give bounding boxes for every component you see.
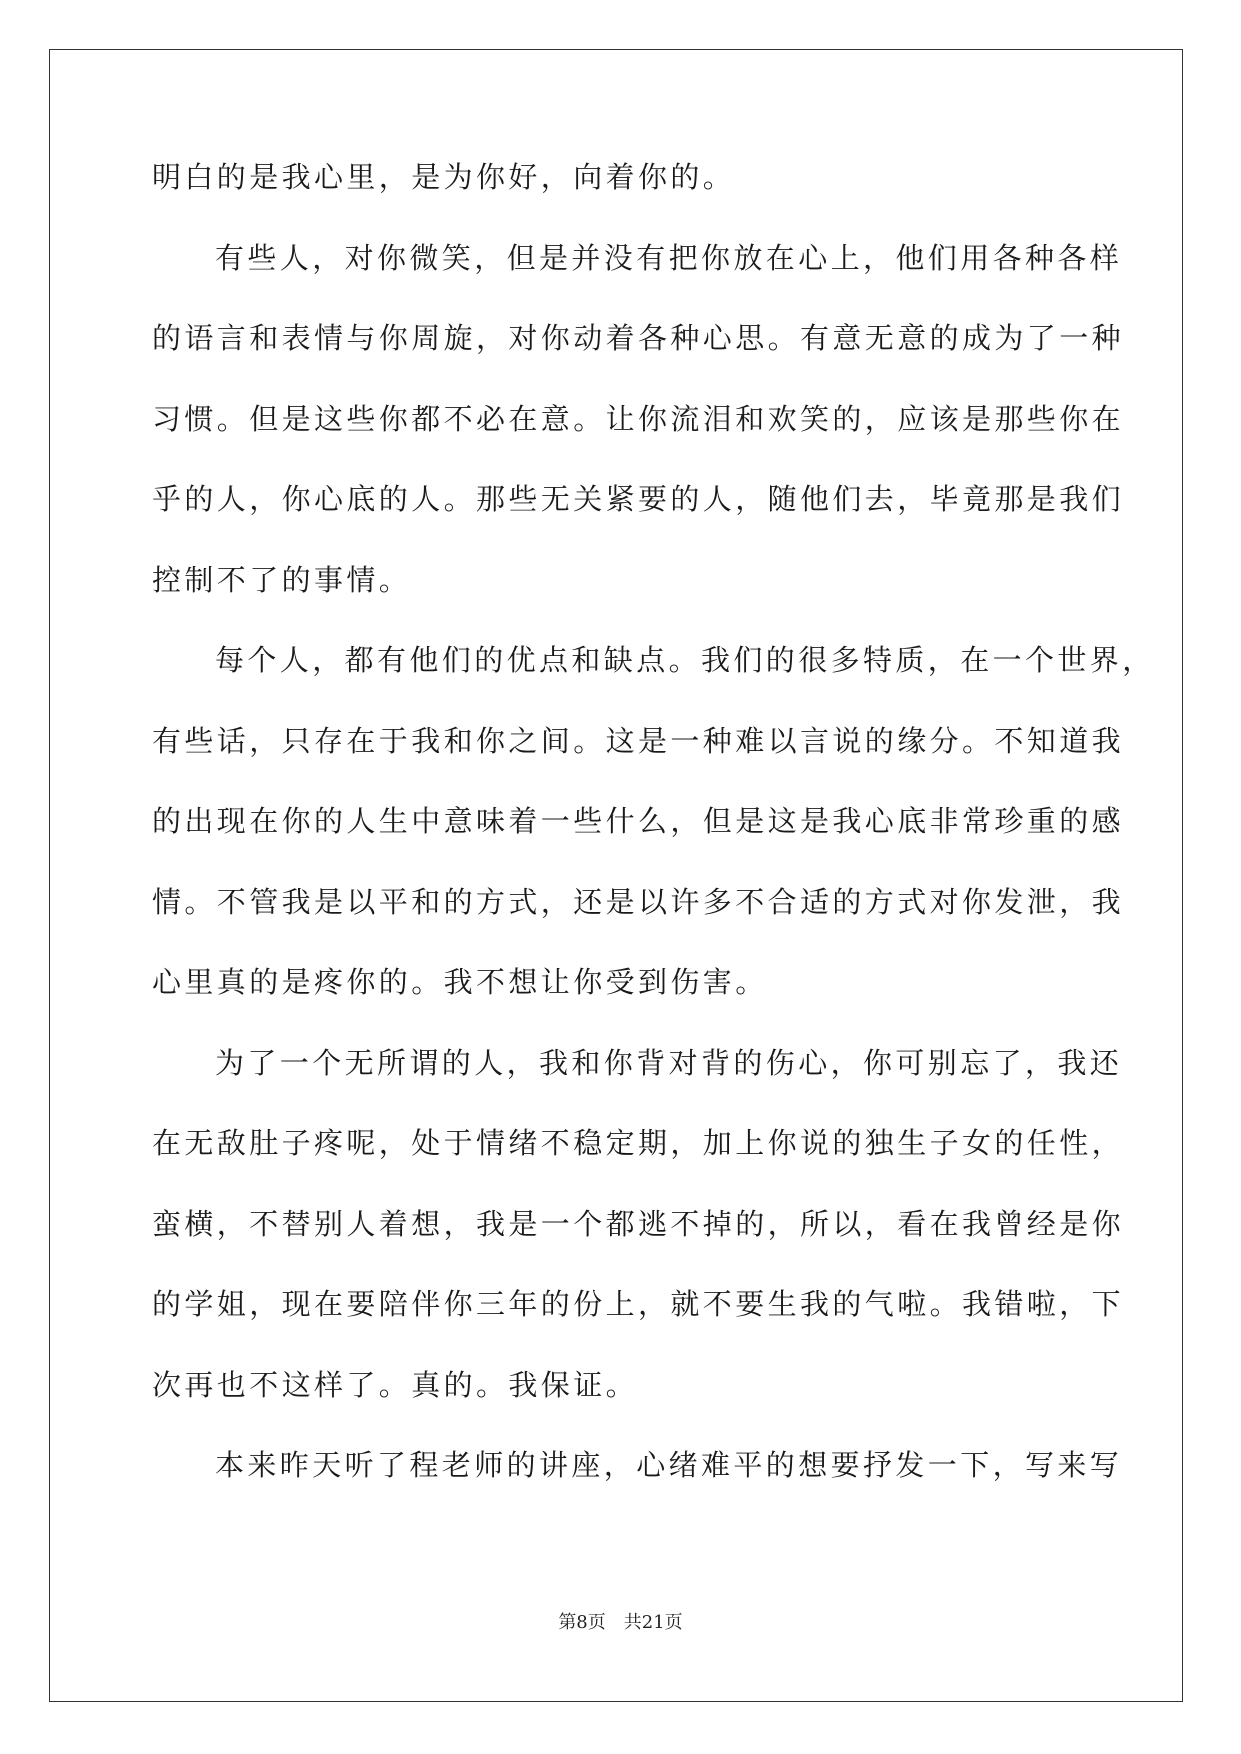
text-line: 有些人，对你微笑，但是并没有把你放在心上，他们用各种各样 (215, 241, 1123, 275)
text-line: 次再也不这样了。真的。我保证。 (152, 1368, 639, 1402)
page-number-current: 第8页 (558, 1612, 606, 1633)
text-line: 本来昨天听了程老师的讲座，心绪难平的想要抒发一下，写来写 (215, 1448, 1123, 1482)
text-line: 的语言和表情与你周旋，对你动着各种心思。有意无意的成为了一种 (152, 321, 1125, 355)
text-line: 为了一个无所谓的人，我和你背对背的伤心，你可别忘了，我还 (215, 1046, 1123, 1080)
text-line: 情。不管我是以平和的方式，还是以许多不合适的方式对你发泄，我 (152, 885, 1125, 919)
text-line: 每个人，都有他们的优点和缺点。我们的很多特质，在一个世界， (215, 643, 1155, 677)
text-line: 的出现在你的人生中意味着一些什么，但是这是我心底非常珍重的感 (152, 804, 1125, 838)
text-line: 习惯。但是这些你都不必在意。让你流泪和欢笑的，应该是那些你在 (152, 402, 1125, 436)
page-number-total: 共21页 (623, 1612, 683, 1633)
text-line: 乎的人，你心底的人。那些无关紧要的人，随他们去，毕竟那是我们 (152, 482, 1125, 516)
text-line: 的学姐，现在要陪伴你三年的份上，就不要生我的气啦。我错啦，下 (152, 1287, 1125, 1321)
text-line: 蛮横，不替别人着想，我是一个都逃不掉的，所以，看在我曾经是你 (152, 1207, 1125, 1241)
text-line: 在无敌肚子疼呢，处于情绪不稳定期，加上你说的独生子女的任性， (152, 1126, 1125, 1160)
page-footer (0, 1612, 1241, 1634)
text-line: 心里真的是疼你的。我不想让你受到伤害。 (152, 965, 768, 999)
text-line: 明白的是我心里，是为你好，向着你的。 (152, 160, 736, 194)
text-line: 有些话，只存在于我和你之间。这是一种难以言说的缘分。不知道我 (152, 724, 1125, 758)
text-line: 控制不了的事情。 (152, 563, 412, 597)
